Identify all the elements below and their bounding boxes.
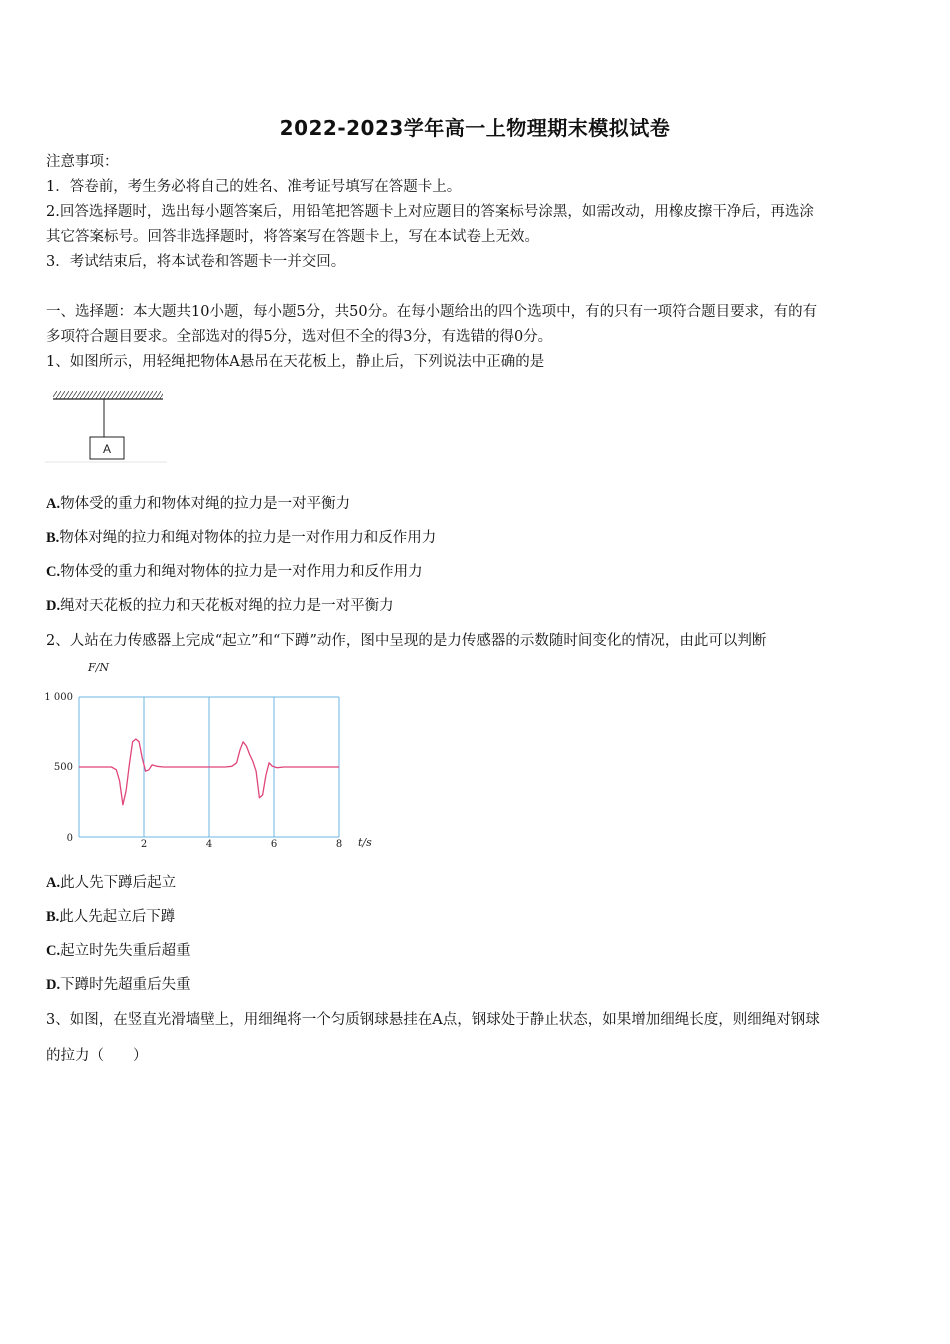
q3-stem-1: 3、如图，在竖直光滑墙壁上，用细绳将一个匀质钢球悬挂在A点，钢球处于静止状态，如果增加细绳长度，则细绳对钢球 xyxy=(46,1012,820,1028)
x-tick-label: 8 xyxy=(335,839,343,850)
ceiling-hatch xyxy=(53,391,163,399)
q1-option-c[interactable]: C.物体受的重力和绳对物体的拉力是一对作用力和反作用力 xyxy=(46,564,423,580)
q2-option-d[interactable]: D.下蹲时先超重后失重 xyxy=(46,977,191,993)
notice-item-2-cont: 其它答案标号。回答非选择题时，将答案写在答题卡上，写在本试卷上无效。 xyxy=(46,229,539,245)
y-tick-label: 0 xyxy=(66,833,73,844)
x-tick-label: 4 xyxy=(205,839,213,850)
notice-item-1: 1．答卷前，考生务必将自己的姓名、准考证号填写在答题卡上。 xyxy=(46,179,462,195)
q1-stem: 1、如图所示，用轻绳把物体A悬吊在天花板上，静止后，下列说法中正确的是 xyxy=(46,354,545,370)
q2-stem: 2、人站在力传感器上完成“起立”和“下蹲”动作，图中呈现的是力传感器的示数随时间变化的情况，由此可以判断 xyxy=(46,633,767,649)
q1-option-d[interactable]: D.绳对天花板的拉力和天花板对绳的拉力是一对平衡力 xyxy=(46,598,394,614)
notice-heading: 注意事项： xyxy=(46,154,119,170)
y-tick-label: 1 000 xyxy=(44,692,73,703)
q2-option-b[interactable]: B.此人先起立后下蹲 xyxy=(46,909,176,925)
section-instructions-2: 多项符合题目要求。全部选对的得5分，选对但不全的得3分，有选错的得0分。 xyxy=(46,329,553,345)
force-time-chart xyxy=(40,660,380,855)
q2-option-c[interactable]: C.起立时先失重后超重 xyxy=(46,943,191,959)
x-tick-label: 6 xyxy=(270,839,278,850)
q2-option-a[interactable]: A.此人先下蹲后起立 xyxy=(46,875,177,891)
y-axis-label: F/N xyxy=(88,661,109,674)
y-tick-label: 500 xyxy=(53,762,73,773)
q1-figure xyxy=(45,385,167,465)
block-a-label: A xyxy=(102,442,112,456)
notice-item-2: 2.回答选择题时，选出每小题答案后，用铅笔把答题卡上对应题目的答案标号涂黑，如需改动，用橡皮擦干净后，再选涂 xyxy=(46,204,814,220)
x-axis-label: t/s xyxy=(358,836,372,849)
notice-item-3: 3．考试结束后，将本试卷和答题卡一并交回。 xyxy=(46,254,346,270)
chart-ticks xyxy=(44,692,342,850)
x-tick-label: 2 xyxy=(140,839,148,850)
q1-option-b[interactable]: B.物体对绳的拉力和绳对物体的拉力是一对作用力和反作用力 xyxy=(46,530,437,546)
page-title: 2022-2023学年高一上物理期末模拟试卷 xyxy=(279,116,671,140)
q3-stem-2: 的拉力（ ） xyxy=(46,1048,148,1064)
section-instructions-1: 一、选择题：本大题共10小题，每小题5分，共50分。在每小题给出的四个选项中，有的只有一项符合题目要求，有的有 xyxy=(46,304,818,320)
q1-option-a[interactable]: A.物体受的重力和物体对绳的拉力是一对平衡力 xyxy=(46,496,351,512)
